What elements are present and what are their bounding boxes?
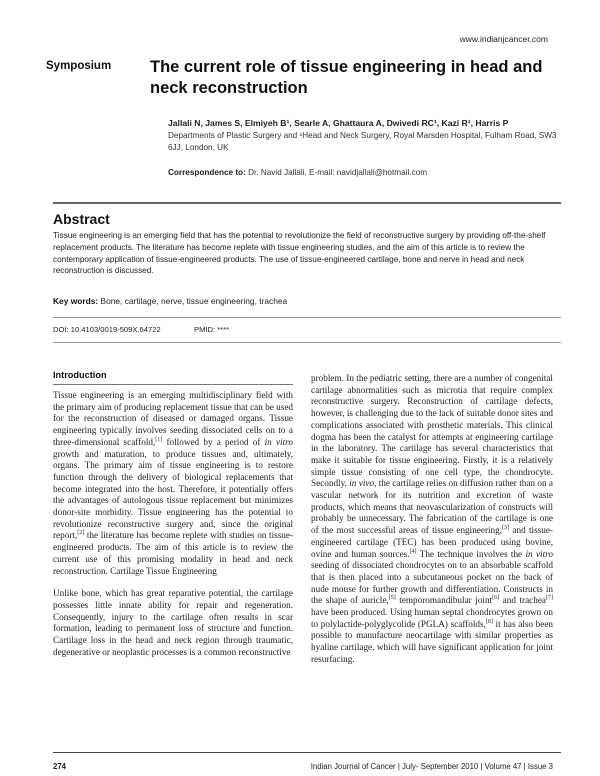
citation-ref: [7] [545, 595, 553, 602]
introduction-heading: Introduction [53, 370, 107, 380]
citation-ref: [5] [388, 595, 396, 602]
italic-term: in vitro [525, 548, 553, 559]
text-run: and tissue-engineered cartilage (TEC) has been produced using bovine, ovine and human sources. [311, 525, 553, 559]
italic-term: in vivo [349, 478, 375, 489]
correspondence [168, 168, 427, 177]
affiliation: Departments of Plastic Surgery and ¹Head and Neck Surgery, Royal Marsden Hospital, Fulham Road, SW3 6JJ, London, UK [168, 131, 557, 152]
text-run: The technique involves the [416, 548, 526, 559]
text-run: and trachea [499, 595, 546, 606]
keywords-text: Bone, cartilage, nerve, tissue engineering, trachea [100, 296, 288, 306]
abstract-heading: Abstract [53, 211, 110, 227]
citation-ref: [6] [492, 595, 500, 602]
citation-ref: [1] [155, 436, 163, 443]
keywords [53, 296, 287, 306]
abstract-body: Tissue engineering is an emerging field that has the potential to revolutionize the field of reconstructive surgery by providing off-the-shelf replacement products. The literature has become replete with tissue engineering studies, and the aim of this article is to review the contemporary application of tissue-engineered products. The use of tissue-engineered cartilage, bone and nerve in head and neck reconstruction is discussed. [53, 231, 546, 276]
pmid: PMID: **** [194, 325, 230, 334]
doi: DOI: 10.4103/0019-509X.64722 [53, 325, 161, 334]
text-run: Tissue engineering is an emerging multidisciplinary field with the primary aim of producing replacement tissue that can be used for the reconstruction of diseased or damaged organs. Tissue engineering typically involves seeding dissociated cells on to a three-dimensional scaffold, [53, 390, 293, 447]
footer-rule [53, 752, 561, 753]
text-run: it has also been possible to manufacture neocartilage with similar properties as hyaline cartilage, which will have significant application for joint resurfacing. [311, 618, 553, 664]
body-column-left [53, 390, 293, 658]
author-list: Jallali N, James S, Elmiyeh B¹, Searle A, Ghattaura A, Dwivedi RC¹, Kazi R¹, Harris P [168, 118, 509, 128]
text-run: followed by a period of [162, 436, 265, 447]
correspondence-label: Correspondence to: [168, 168, 246, 177]
citation-ref: [2] [77, 530, 85, 537]
page-number: 274 [53, 762, 67, 771]
text-run: growth and maturation, to produce tissues and, ultimately, organs. The primary aim of tissue engineering is to restore function through the delivery of biological replacements that become integrated into the host. Therefore, it potentially offers the advantages of autologous tissue replacement but minimizes donor-site morbidity. Tissue engineering has the potential to revolutionize reconstructive surgery and, since the original report, [53, 448, 293, 541]
body-column-right [311, 373, 553, 666]
italic-term: in vitro [264, 436, 293, 447]
text-run: the literature has become replete with studies on tissue-engineered products. The aim of this article is to review the current use of this promising modality in head and neck reconstruction. Cartilage Tissue Engineering [53, 530, 293, 576]
correspondence-text: Dr. Navid Jallali, E-mail: navidjallali@hotmail.com [248, 168, 428, 177]
journal-url: www.indianjcancer.com [459, 34, 548, 44]
paragraph [53, 390, 293, 577]
abstract-bottom-rule [53, 342, 561, 343]
citation-ref: [4] [409, 548, 417, 555]
article-title: The current role of tissue engineering in head and neck reconstruction [150, 58, 543, 97]
citation-ref: [3] [502, 525, 510, 532]
abstract-top-rule [53, 202, 561, 204]
text-run: , the cartilage relies on diffusion rather than on a vascular network for its nutrition and excretion of waste products, which means that neovascularization of constructs will probably be unnecessary. The fabrication of the cartilage is one of the most successful areas of tissue engineering, [311, 478, 553, 536]
paragraph: Unlike bone, which has great reparative potential, the cartilage possesses little innate ability for repair and regeneration. Consequently, injury to the cartilage often results in scar formation, leading to permanent loss of structure and function. Cartilage loss in the head and neck region through traumatic, degenerative or neoplastic processes is a common reconstructive [53, 588, 293, 657]
text-run: seeding of dissociated chondrocytes on to an absorbable scaffold that is then placed into a subcutaneous pocket on the back of nude mouse for further growth and differentiation. Constructs in the shape of auricle, [311, 560, 553, 606]
introduction-rule [53, 384, 293, 385]
citation-ref: [8] [485, 618, 493, 625]
abstract-divider [53, 317, 561, 318]
paragraph [311, 373, 553, 666]
journal-citation: Indian Journal of Cancer | July- September 2010 | Volume 47 | Issue 3 [310, 762, 553, 771]
section-label: Symposium [46, 60, 112, 72]
keywords-label: Key words: [53, 296, 99, 306]
text-run: problem. In the pediatric setting, there are a number of congenital cartilage abnormalities such as microtia that require complex reconstructive surgery. Reconstruction of cartilage defects, however, is challenging due to the lack of suitable donor sites and complications associated with prosthetic materials. This clinical dogma has been the catalyst for attempts at engineering cartilage in the laboratory. The cartilage has several characteristics that make it suitable for tissue engineering. Firstly, it is a relatively simple tissue consisting of one cell type, the chondrocyte. Secondly, [311, 373, 554, 489]
text-run: have been produced. Using human septal chondrocytes grown on to polylactide-polyglycolide (PGLA) scaffolds, [311, 607, 553, 629]
text-run: temporomandibular joint [395, 595, 493, 606]
